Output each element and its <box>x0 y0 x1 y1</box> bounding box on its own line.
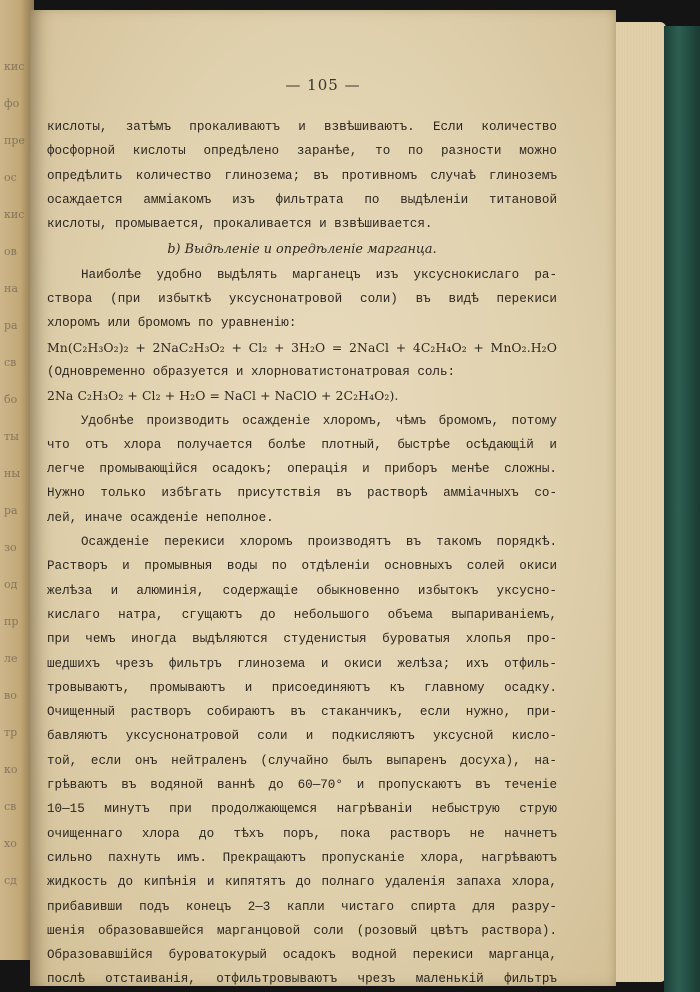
left-page-text-fragment: зо <box>4 541 17 554</box>
text-line: что отъ хлора получается болѣе плотный, быстрѣе осѣдающiй и <box>47 437 557 452</box>
left-page-text-fragment: во <box>4 689 17 702</box>
left-page-text-fragment: пр <box>4 615 19 628</box>
left-page-edge <box>0 0 34 960</box>
text-line: жидкость до кипѣнiя и кипятятъ до полнаго удаленiя запаха хлора, <box>47 875 557 890</box>
text-line: очищеннаго хлора до тѣхъ поръ, пока растворъ не начнетъ <box>47 826 557 841</box>
text-line: шенiя образовавшейся марганцовой соли (розовый цвѣтъ раствора). <box>47 923 557 938</box>
left-page-text-fragment: фо <box>4 97 20 110</box>
formula-line: Mn(C₂H₃O₂)₂ + 2NaC₂H₃O₂ + Cl₂ + 3H₂O = 2NaCl + 4C₂H₄O₂ + MnO₂.H₂O <box>47 339 557 355</box>
left-page-text-fragment: кис <box>4 208 25 221</box>
left-page-text-fragment: на <box>4 282 18 295</box>
left-page-text-fragment: св <box>4 800 17 813</box>
left-page-text-fragment: ра <box>4 504 18 517</box>
page-number: — 105 — <box>285 76 361 94</box>
text-line: створа (при избыткѣ уксуснонатровой соли) въ видѣ перекиси <box>47 292 557 307</box>
formula-line: 2Na C₂H₃O₂ + Cl₂ + H₂O = NaCl + NaClO + 2C₂H₄O₂). <box>47 388 399 404</box>
text-line: кислаго натра, сгущаютъ до небольшого объема выпариванiемъ, <box>47 607 557 622</box>
left-page-text-fragment: ов <box>4 245 17 258</box>
left-page-text-fragment: пре <box>4 134 25 147</box>
text-line: бавляютъ уксуснонатровой соли и подкисляютъ уксусной кисло- <box>47 729 557 744</box>
text-line: Нужно только избѣгать присутствiя въ растворѣ аммiачныхъ со- <box>47 486 557 501</box>
text-line: лей, иначе осажденiе неполное. <box>47 510 274 525</box>
text-line: Растворъ и промывныя воды по отдѣленiи основныхъ солей окиси <box>47 559 557 574</box>
text-line: сильно пахнуть имъ. Прекращаютъ пропусканiе хлора, нагрѣваютъ <box>47 850 557 865</box>
text-line: Удобнѣе производить осажденiе хлоромъ, чѣмъ бромомъ, потому <box>81 413 557 428</box>
left-page-text-fragment: ра <box>4 319 18 332</box>
left-page-text-fragment: кис <box>4 60 25 73</box>
text-line: послѣ отстаиванiя, отфильтровываютъ чрезъ маленькiй фильтръ <box>47 972 557 987</box>
text-line: той, если онъ нейтраленъ (случайно былъ выпаренъ досуха), на- <box>47 753 557 768</box>
text-line: тровываютъ, промываютъ и присоединяютъ къ главному осадку. <box>47 680 557 695</box>
text-line: легче промывающiйся осадокъ; операцiя и приборъ менѣе сложны. <box>47 462 557 477</box>
text-line: Осажденiе перекиси хлоромъ производятъ въ такомъ порядкѣ. <box>81 535 557 550</box>
book-cover-edge <box>664 26 700 992</box>
left-page-text-fragment: тр <box>4 726 18 739</box>
text-line: Образовавшiйся буроватокурый осадокъ водной перекиси марганца, <box>47 948 557 963</box>
text-line: шедшихъ чрезъ фильтръ глинозема и окиси желѣза; ихъ отфиль- <box>47 656 557 671</box>
text-line: прибавивши подъ конецъ 2—3 капли чистаго спирта для разру- <box>47 899 557 914</box>
text-line: грѣваютъ въ водяной ваннѣ до 60—70° и пропускаютъ въ теченiе <box>47 778 557 793</box>
text-line: (Одновременно образуется и хлорноватистонатровая соль: <box>47 364 456 379</box>
text-line: осаждается аммiакомъ изъ фильтрата по выдѣленiи титановой <box>47 192 557 207</box>
left-page-text-fragment: од <box>4 578 18 591</box>
text-line: хлоромъ или бромомъ по уравненiю: <box>47 316 297 331</box>
left-page-text-fragment: ны <box>4 467 21 480</box>
text-line: кислоты, промывается, прокаливается и взвѣшивается. <box>47 217 433 232</box>
left-page-text-fragment: св <box>4 356 17 369</box>
text-line: Очищенный растворъ собираютъ въ стаканчикъ, если нужно, при- <box>47 705 557 720</box>
page-text <box>47 115 557 992</box>
text-line: опредѣлить количество глинозема; въ противномъ случаѣ глиноземъ <box>47 168 557 183</box>
left-page-text-fragment: ты <box>4 430 19 443</box>
left-page-text-fragment: ле <box>4 652 18 665</box>
text-line: при чемъ иногда выдѣляются студенистыя буроватыя хлопья про- <box>47 632 557 647</box>
text-line: желѣза и алюминiя, содержащiе обыкновенно избытокъ уксусно- <box>47 583 557 598</box>
left-page-text-fragment: сд <box>4 874 17 887</box>
text-line: фосфорной кислоты опредѣлено заранѣе, то по разности можно <box>47 144 557 159</box>
book-page <box>30 10 616 986</box>
text-line: Наиболѣе удобно выдѣлять марганецъ изъ уксуснокислаго ра- <box>81 267 557 282</box>
text-line: кислоты, затѣмъ прокаливаютъ и взвѣшиваютъ. Если количество <box>47 120 557 134</box>
left-page-text-fragment: хо <box>4 837 17 850</box>
left-page-text-fragment: бо <box>4 393 18 406</box>
section-heading: b) Выдѣленiе и опредѣленiе марганца. <box>167 242 437 258</box>
left-page-text-fragment: ос <box>4 171 17 184</box>
text-line: 10—15 минутъ при продолжающемся нагрѣванiи небыструю струю <box>47 802 557 817</box>
left-page-text-fragment: ко <box>4 763 18 776</box>
